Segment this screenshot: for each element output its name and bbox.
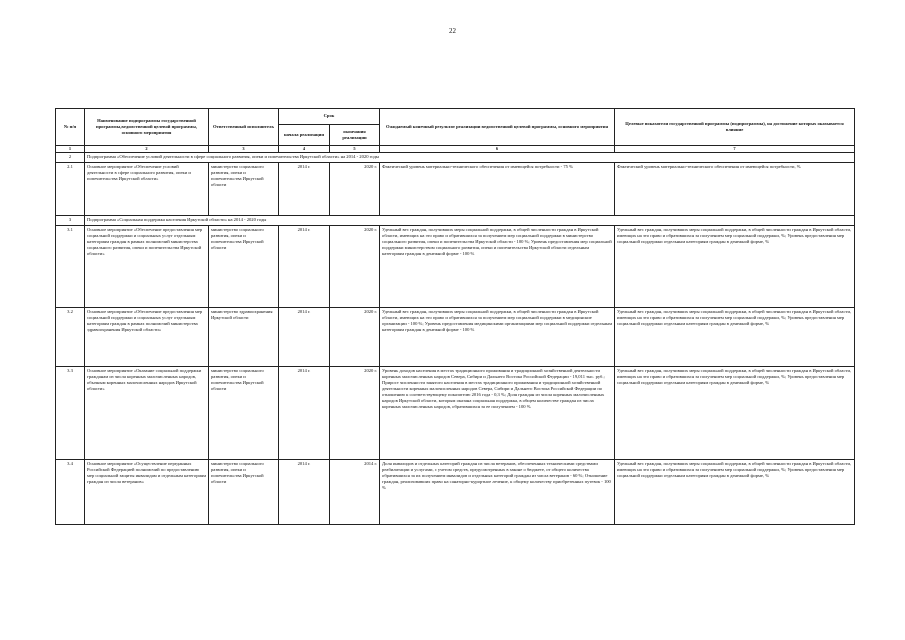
row-executor: министерство социального развития, опеки и попечительства Иркутской области (209, 163, 279, 216)
header-end: окончания реализации (330, 125, 380, 146)
row-name: Основное мероприятие «Обеспечение предоставления мер социальной поддержки и социальных услуг отдельным категориям граждан в рамках полномочий министерства социального развития, опеки и попечительства Иркутской области» (85, 226, 209, 308)
row-end: 2020 г. (330, 367, 380, 460)
row-name: Основное мероприятие «Обеспечение условий деятельности в сфере социального развития, опеки и попечительства Иркутской области» (85, 163, 209, 216)
row-executor: министерство здравоохранения Иркутской области (209, 308, 279, 367)
program-table (55, 108, 855, 525)
row-number: 3.2 (56, 308, 85, 367)
row-end: 2020 г. (330, 163, 380, 216)
section-title: Подпрограмма «Социальная поддержка населения Иркутской области» на 2014 - 2020 годы (85, 216, 855, 226)
col-number: 2 (85, 146, 209, 153)
col-number: 4 (279, 146, 330, 153)
row-number: 3.4 (56, 460, 85, 525)
row-result: Удельный вес граждан, получивших меры социальной поддержки, в общей численности граждан в Иркутской области, имеющих на это право и обратившихся за получением мер социальной поддержки в медицинские организации - 100 %; Уровень предоставления медицинскими организациями мер социальной поддержки отдельным категориям граждан в денежной форме - 100 % (380, 308, 615, 367)
column-number-row (56, 146, 855, 153)
row-target: Удельный вес граждан, получивших меры социальной поддержки, в общей численности граждан в Иркутской области, имеющих на это право и обратившихся за получением мер социальной поддержки, %; Уровень предоставления мер социальной поддержки отдельным категориям граждан в денежной форме, % (615, 226, 855, 308)
row-result: Фактический уровень материально-технического обеспечения от имеющейся потребности - 75 % (380, 163, 615, 216)
row-name: Основное мероприятие «Обеспечение предоставления мер социальной поддержки и социальных услуг отдельным категориям граждан в рамках полномочий министерства здравоохранения Иркутской области» (85, 308, 209, 367)
section-number: 3 (56, 216, 85, 226)
row-target: Удельный вес граждан, получивших меры социальной поддержки, в общей численности граждан в Иркутской области, имеющих на это право и обратившихся за получением мер социальной поддержки, %; Уровень предоставления мер социальной поддержки отдельным категориям граждан в денежной форме, % (615, 460, 855, 525)
row-result: Удельный вес граждан, получивших меры социальной поддержки, в общей численности граждан в Иркутской области, имеющих на это право и обратившихся за получением мер социальной поддержки в министерство социального развития, опеки и попечительства Иркутской области - 100 %; Уровень предоставления мер социальной поддержки министерством социального развития, опеки и попечительства Иркутской области отдельным категориям граждан в денежной форме - 100 % (380, 226, 615, 308)
row-name: Основное мероприятие «Оказание социальной поддержки гражданам из числа коренных малочисленных народов, обычным коренных малочисленных народов Иркутской области» (85, 367, 209, 460)
header-exec: Ответственный исполнитель (209, 109, 279, 146)
header-target: Целевые показатели государственной программы (подпрограммы), на достижение которых оказывается влияние (615, 109, 855, 146)
row-number: 3.3 (56, 367, 85, 460)
table-row (56, 226, 855, 308)
row-executor: министерство социального развития, опеки и попечительства Иркутской области (209, 367, 279, 460)
row-start: 2014 г. (279, 226, 330, 308)
header-num: № п/п (56, 109, 85, 146)
row-target: Удельный вес граждан, получивших меры социальной поддержки, в общей численности граждан в Иркутской области, имеющих на это право и обратившихся за получением мер социальной поддержки, %; Уровень предоставления мер социальной поддержки отдельным категориям граждан в денежной форме, % (615, 367, 855, 460)
row-target: Фактический уровень материально-технического обеспечения от имеющейся потребности, % (615, 163, 855, 216)
row-end: 2020 г. (330, 226, 380, 308)
table-row (56, 163, 855, 216)
col-number: 7 (615, 146, 855, 153)
row-start: 2014 г. (279, 163, 330, 216)
col-number: 3 (209, 146, 279, 153)
row-target: Удельный вес граждан, получивших меры социальной поддержки, в общей численности граждан в Иркутской области, имеющих на это право и обратившихся за получением мер социальной поддержки, %; Уровень предоставления мер социальной поддержки отдельным категориям граждан в денежной форме, % (615, 308, 855, 367)
row-start: 2014 г. (279, 308, 330, 367)
row-executor: министерство социального развития, опеки и попечительства Иркутской области (209, 226, 279, 308)
page-number: 22 (449, 27, 456, 35)
row-executor: министерство социального развития, опеки и попечительства Иркутской области (209, 460, 279, 525)
row-name: Основное мероприятие «Осуществление переданных Российской Федерацией полномочий по предоставлению мер социальной защиты инвалидам и отдельным категориям граждан из числа ветеранов» (85, 460, 209, 525)
section-number: 2 (56, 153, 85, 163)
table-row (56, 367, 855, 460)
header-start: начала реализации (279, 125, 330, 146)
row-result: Уровень доходов населения в местах традиционного проживания и традиционной хозяйственной деятельности коренных малочисленных народов Севера, Сибири и Дальнего Востока Российской Федерации - 19,011 тыс. руб.; Прирост численности занятого населения в местах традиционного проживания и традиционной хозяйственной деятельности коренных малочисленных народов Севера, Сибири и Дальнего Востока Российской Федерации по отношению к соответствующему показателю 2016 года - 0,3 %; Доля граждан из числа коренных малочисленных народов Иркутской области, которым оказана социальная поддержка, в общем количестве граждан из числа коренных малочисленных народов, обратившихся за ее получением - 100 % (380, 367, 615, 460)
row-start: 2014 г. (279, 460, 330, 525)
row-start: 2014 г. (279, 367, 330, 460)
row-end: 2020 г. (330, 308, 380, 367)
section-row (56, 216, 855, 226)
row-number: 3.1 (56, 226, 85, 308)
col-number: 6 (380, 146, 615, 153)
table-row (56, 460, 855, 525)
header-term: Срок (279, 109, 380, 125)
row-end: 2014 г. (330, 460, 380, 525)
table-row (56, 308, 855, 367)
col-number: 5 (330, 146, 380, 153)
header-name: Наименование подпрограммы государственной программы,ведомственной целевой программы, основного мероприятия (85, 109, 209, 146)
section-title: Подпрограмма «Обеспечение условий деятельности в сфере социального развития, опеки и попечительства Иркутской области» на 2014 - 2020 годы (85, 153, 855, 163)
row-number: 2.1 (56, 163, 85, 216)
header-result: Ожидаемый конечный результат реализации ведомственной целевой программы, основного мероприятия (380, 109, 615, 146)
row-result: Доля инвалидов и отдельных категорий граждан из числа ветеранов, обеспеченных техническими средствами реабилитации и услугами, с учетом средств, предусмотренных в законе о бюджете, от общего количества обратившихся за их получением инвалидов и отдельных категорий граждан из числа ветеранов - 60 %; Отношение граждан, реализовавших право на санаторно-курортное лечение, к общему количеству приобретенных путевок - 100 % (380, 460, 615, 525)
header-row (56, 109, 855, 125)
col-number: 1 (56, 146, 85, 153)
section-row (56, 153, 855, 163)
